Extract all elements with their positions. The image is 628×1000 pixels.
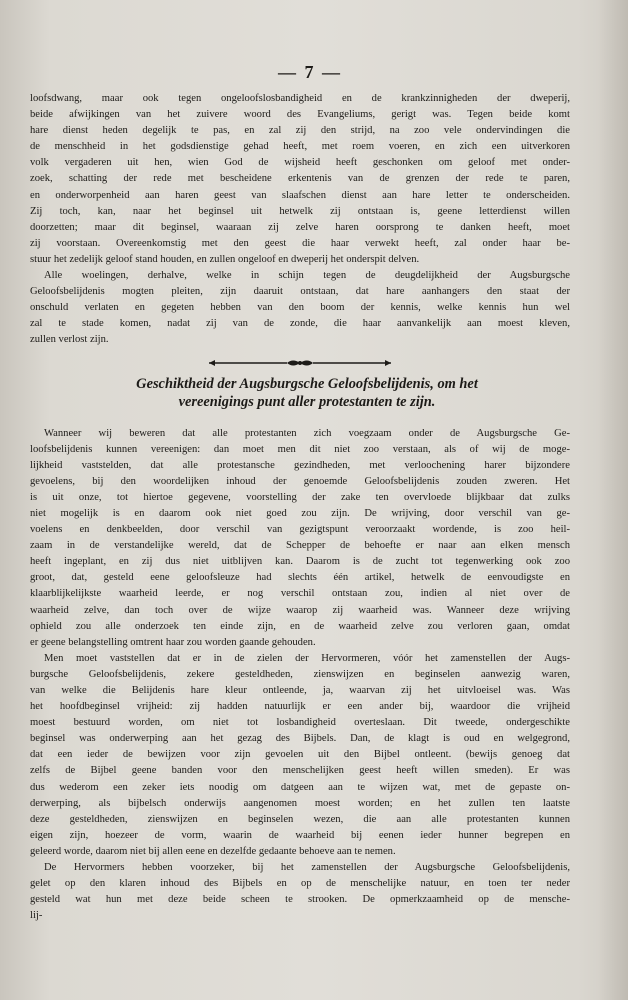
text-line: lij- <box>30 910 43 922</box>
text-line: het hoofdbeginsel vrijheid: zij hadden natuurlijk er een ander bij, waardoor die vrijheid <box>30 701 570 713</box>
intro-paragraph-2 <box>30 268 570 348</box>
text-line: dat een ieder de bewijzen voor zijn gevoelen uit den Bijbel ontleent. (bewijs genoeg dat <box>30 749 570 761</box>
heading-line: Geschiktheid der Augsburgsche Geloofsbelijdenis, om het <box>136 375 478 392</box>
text-line: Alle woelingen, derhalve, welke in schijn tegen de deugdelijkheid der Augsburgsche <box>44 270 570 282</box>
section-heading <box>30 375 570 412</box>
text-line: loofsdwang, maar ook tegen ongeloofslosbandigheid en de krankzinnigheden der dweperij, <box>30 93 570 104</box>
body-paragraph-3 <box>30 860 570 924</box>
text-line: waarheid zelve, dan toch over de wijze waarop zij waarheid was. Wanneer deze wrijving <box>30 604 570 616</box>
text-line: Wanneer wij beweren dat alle protestanten zich voegzaam onder de Augsburgsche Ge- <box>44 427 570 439</box>
ornamental-divider <box>207 357 393 369</box>
text-line: zullen verlost zijn. <box>30 334 109 346</box>
text-line: stuur het zedelijk geloof stand houden, en zullen ongeloof en dweperij het onderspit delven. <box>30 253 420 265</box>
body-paragraph-1 <box>30 426 570 651</box>
text-line: zoek, schatting der rede met bescheidene erkentenis van de grenzen der rede te paren, <box>30 173 570 185</box>
body-paragraph-2 <box>30 651 570 860</box>
text-line: onschuld verlaten en gegeten hebben van den boom der kennis, welke kennis hun wel <box>30 302 570 314</box>
text-line: burgsche Geloofsbelijdenis, zekere gesteldheden, zienswijzen en beginselen aanwezig waren, <box>30 668 570 680</box>
text-line: eigen zijn, hoezeer de vorm, waarin de waarheid bij eenen ieder hunner begrepen en <box>30 829 570 841</box>
text-line: er geene belangstelling omtrent haar zou worden gaande gehouden. <box>30 636 316 648</box>
text-line: dus wederom een zeker iets noodig om datgeen aan te wijzen wat, met de gepaste on- <box>30 781 570 793</box>
text-line: hare dienst heden degelijk te pas, en zal zij den strijd, na zoo vele ondervindingen die <box>30 125 570 137</box>
text-line: zaam in de verstandelijke wereld, dat de Schepper de behoefte er naar aan elken mensch <box>30 540 570 552</box>
text-line: van welke die Belijdenis hare kleur ontleende, ja, waarvan zij het uitvloeisel was. Was <box>30 685 570 696</box>
text-line: voelens en denkbeelden, door verschil van gezigtspunt veroorzaakt wordende, is zoo heil- <box>30 524 570 536</box>
page-number: — 7 — <box>278 62 342 82</box>
heading-line: vereenigings punt aller protestanten te zijn. <box>178 394 436 410</box>
intro-paragraph-1 <box>30 91 570 268</box>
text-line: beginsel was onderwerping aan het gezag des Bijbels. Dan, de klagt is oud en welgegrond, <box>30 733 570 745</box>
text-line: Zij toch, kan, naar het beginsel uit hetwelk zij ontstaan is, geene letterdienst willen <box>30 205 570 217</box>
text-line: gesteld wat hun met deze beide scheen te strooken. De opmerkzaamheid op de mensche- <box>30 894 570 906</box>
text-line: derwerping, als bijbelsch onderwijs aangenomen moest worden; en het zullen ten laatste <box>30 797 570 809</box>
text-line: geleerd worde, daarom niet bij allen eene en dezelfde gedaante behoeve aan te nemen. <box>30 845 396 857</box>
text-line: zij voorstaan. Overeenkomstig met den geest die haar verwekt heeft, zal onder haar be- <box>30 237 570 249</box>
text-line: zelfs de Bijbel geene banden voor den menschelijken geest heeft willen smeden). Er was <box>30 765 570 777</box>
text-line: is uit onze, tot hiertoe gegevene, voorstelling der zake ten overvloede blijkbaar dat zulks <box>30 491 570 503</box>
text-line: en onderworpenheid aan haren geest van slaafschen dienst aan hare letter te onderscheiden. <box>30 189 570 201</box>
text-line: beide afwijkingen van het zuivere woord des Evangeliums, gerigt was. Tegen beide komt <box>30 109 570 121</box>
text-line: loofsbelijdenis kunnen vereenigen: dan moet men dit niet zoo verstaan, als of wij de moge- <box>30 443 570 455</box>
text-line: Men moet vaststellen dat er in de zielen der Hervormeren, vóór het zamenstellen der Augs- <box>44 652 570 664</box>
text-line: De Hervormers hebben voorzeker, bij het zamenstellen der Augsburgsche Geloofsbelijdenis, <box>44 862 570 874</box>
text-line: Geloofsbelijdenis mogten pleiten, zijn daaruit ontstaan, dat hare aanhangers den staat der <box>30 286 570 298</box>
text-line: volk vergaderen uit hen, wien God de wijsheid heeft geschonken om geloof met onder- <box>30 157 570 169</box>
text-line: ophield zou alle onderzoek ten einde zijn, en de waarheid zelve zou verloren gaan, omdat <box>30 620 570 632</box>
text-line: groot, dat, gesteld eene geloofsleuze had slechts één artikel, hetwelk de eenvoudigste en <box>30 572 570 584</box>
page-content <box>30 62 570 924</box>
text-line: zal te stade komen, nadat zij van de zonde, die haar aanvankelijk aan moest kleven, <box>30 318 570 330</box>
page-edge-shadow <box>598 0 628 1000</box>
text-line: gevoelens, bij den woordelijken inhoud der genoemde Geloofsbelijdenis zouden zweren. Het <box>30 475 570 487</box>
text-line: niet mogelijk is en daarom ook niet goed zou zijn. De wrijving, door verschil van ge- <box>30 507 570 519</box>
text-line: doorzetten; maar dit beginsel, waaraan zij zelve haren oorsprong te danken heeft, moet <box>30 221 570 233</box>
text-line: klaarblijkelijkste waarheid leerde, er nog verschil ontstaan zou, indien al niet over de <box>30 588 570 600</box>
text-line: lijkheid vaststelden, dat alle protestansche gezindheden, met verloochening harer bijzondere <box>30 459 570 471</box>
text-line: deze gesteldheden, zienswijzen en beginselen wezen, die aan alle protestanten kunnen <box>30 813 570 825</box>
text-line: gelet op den klaren inhoud des Bijbels en op de menschelijke natuur, en toen ter neder <box>30 878 570 890</box>
text-line: heeft ingeplant, en zij dus niet uitblijven kan. Daarom is de zucht tot tegenwerking ook zoo <box>30 556 570 568</box>
text-line: moest bestuurd worden, om niet tot losbandigheid overteslaan. Dit tweede, ondergeschikte <box>30 717 570 729</box>
text-line: de menschheid in het godsdienstige gehad heeft, met roem voeren, en zich een uitverkoren <box>30 141 570 153</box>
